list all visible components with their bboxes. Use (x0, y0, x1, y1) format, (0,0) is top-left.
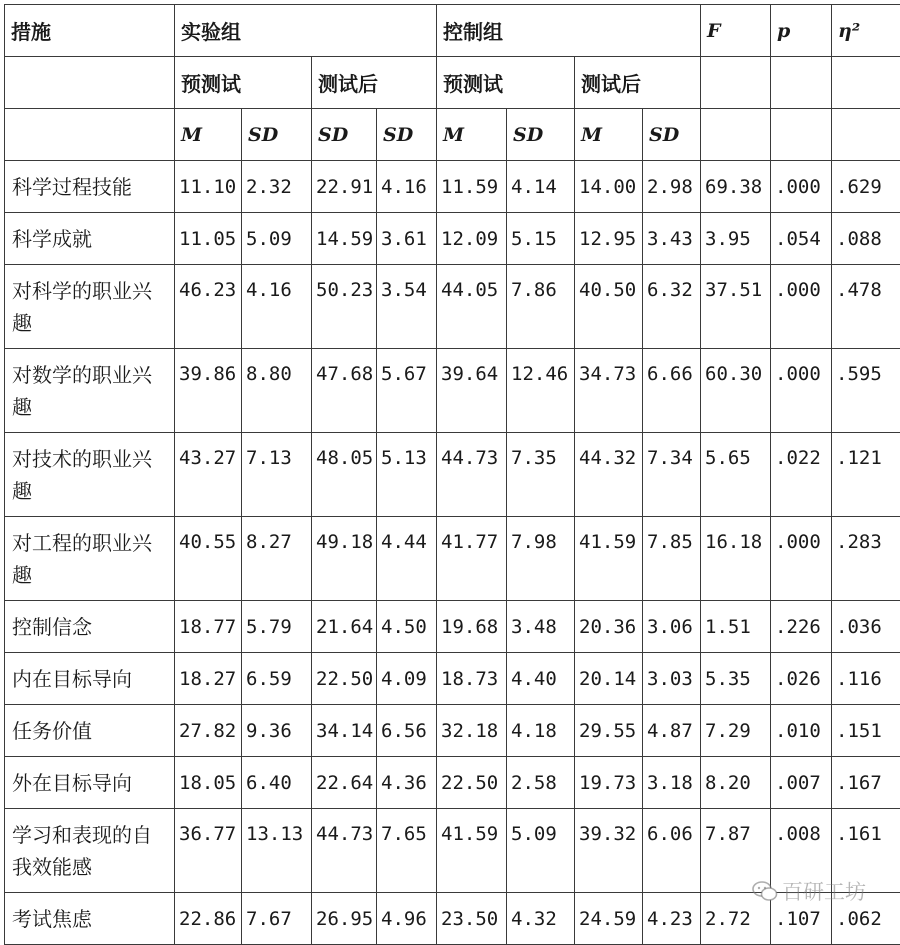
table-cell: 20.14 (575, 653, 643, 705)
table-cell: 41.77 (437, 517, 507, 601)
table-cell: 43.27 (175, 433, 242, 517)
table-cell: 44.32 (575, 433, 643, 517)
table-cell: 26.95 (312, 893, 377, 945)
table-cell: 14.59 (312, 213, 377, 265)
header-row-groups (5, 5, 900, 57)
table-cell: .054 (771, 213, 832, 265)
table-cell: 39.86 (175, 349, 242, 433)
table-cell: .022 (771, 433, 832, 517)
table-cell: 41.59 (575, 517, 643, 601)
table-cell: 8.80 (242, 349, 312, 433)
table-cell: 9.36 (242, 705, 312, 757)
table-cell: 20.36 (575, 601, 643, 653)
table-cell: 21.64 (312, 601, 377, 653)
table-cell: 3.54 (377, 265, 437, 349)
table-cell: 7.34 (643, 433, 701, 517)
header-empty (5, 109, 175, 161)
table-cell: 48.05 (312, 433, 377, 517)
table-row (5, 433, 900, 517)
header-sd: SD (312, 109, 377, 161)
table-cell: 3.18 (643, 757, 701, 809)
table-row (5, 601, 900, 653)
table-cell: 5.79 (242, 601, 312, 653)
header-eta: η² (832, 5, 900, 57)
table-cell: .062 (832, 893, 900, 945)
header-control-group: 控制组 (437, 5, 701, 57)
table-cell: 7.35 (507, 433, 575, 517)
table-cell: 18.05 (175, 757, 242, 809)
header-empty (5, 57, 175, 109)
table-cell: 1.51 (701, 601, 771, 653)
table-cell: .595 (832, 349, 900, 433)
table-cell: 3.61 (377, 213, 437, 265)
table-cell: 69.38 (701, 161, 771, 213)
table-cell: 5.35 (701, 653, 771, 705)
table-cell: 29.55 (575, 705, 643, 757)
table-cell: 5.67 (377, 349, 437, 433)
table-row (5, 517, 900, 601)
row-label: 内在目标导向 (5, 653, 175, 705)
table-cell: 22.50 (312, 653, 377, 705)
table-cell: 13.13 (242, 809, 312, 893)
header-p: p (771, 5, 832, 57)
table-cell: .151 (832, 705, 900, 757)
row-label: 对技术的职业兴趣 (5, 433, 175, 517)
watermark-text: 百研工坊 (782, 876, 866, 906)
table-cell: .226 (771, 601, 832, 653)
table-cell: 34.14 (312, 705, 377, 757)
table-cell: 22.86 (175, 893, 242, 945)
table-cell: 18.77 (175, 601, 242, 653)
table-cell: 4.36 (377, 757, 437, 809)
table-row (5, 265, 900, 349)
table-cell: 3.03 (643, 653, 701, 705)
table-cell: .000 (771, 517, 832, 601)
table-cell: 4.09 (377, 653, 437, 705)
table-cell: 46.23 (175, 265, 242, 349)
table-cell: .010 (771, 705, 832, 757)
table-cell: 7.85 (643, 517, 701, 601)
table-cell: 4.87 (643, 705, 701, 757)
table-cell: .107 (771, 893, 832, 945)
header-ctrl-posttest: 测试后 (575, 57, 701, 109)
table-cell: .478 (832, 265, 900, 349)
table-cell: 23.50 (437, 893, 507, 945)
table-row (5, 653, 900, 705)
table-cell: 34.73 (575, 349, 643, 433)
table-row (5, 349, 900, 433)
table-cell: 7.98 (507, 517, 575, 601)
table-row (5, 757, 900, 809)
table-body (5, 161, 900, 945)
row-label: 学习和表现的自我效能感 (5, 809, 175, 893)
table-cell: .000 (771, 265, 832, 349)
table-cell: 5.09 (242, 213, 312, 265)
table-cell: .629 (832, 161, 900, 213)
table-cell: 44.73 (437, 433, 507, 517)
header-empty (832, 109, 900, 161)
table-cell: .283 (832, 517, 900, 601)
table-cell: 22.91 (312, 161, 377, 213)
header-exp-pretest: 预测试 (175, 57, 312, 109)
table-cell: 8.27 (242, 517, 312, 601)
header-exp-posttest: 测试后 (312, 57, 437, 109)
table-cell: 39.64 (437, 349, 507, 433)
table-cell: 18.73 (437, 653, 507, 705)
table-cell: 7.65 (377, 809, 437, 893)
table-cell: 3.06 (643, 601, 701, 653)
table-cell: 44.05 (437, 265, 507, 349)
table-cell: 4.14 (507, 161, 575, 213)
table-cell: 40.50 (575, 265, 643, 349)
header-m: M (175, 109, 242, 161)
table-cell: 14.00 (575, 161, 643, 213)
table-cell: 4.96 (377, 893, 437, 945)
table-cell: 7.13 (242, 433, 312, 517)
table-cell: 5.13 (377, 433, 437, 517)
table-cell: 12.46 (507, 349, 575, 433)
table-cell: .161 (832, 809, 900, 893)
table-cell: 6.06 (643, 809, 701, 893)
table-cell: 2.98 (643, 161, 701, 213)
table-cell: 5.09 (507, 809, 575, 893)
table-cell: 32.18 (437, 705, 507, 757)
row-label: 对数学的职业兴趣 (5, 349, 175, 433)
header-row-stats (5, 109, 900, 161)
row-label: 外在目标导向 (5, 757, 175, 809)
table-cell: 22.64 (312, 757, 377, 809)
results-table (4, 4, 900, 945)
table-cell: .000 (771, 349, 832, 433)
header-empty (771, 109, 832, 161)
table-cell: 4.16 (377, 161, 437, 213)
table-cell: 27.82 (175, 705, 242, 757)
table-cell: 4.16 (242, 265, 312, 349)
table-cell: 3.95 (701, 213, 771, 265)
table-cell: .008 (771, 809, 832, 893)
table-cell: 36.77 (175, 809, 242, 893)
table-cell: .000 (771, 161, 832, 213)
table-cell: .116 (832, 653, 900, 705)
table-cell: 2.32 (242, 161, 312, 213)
table-cell: 6.66 (643, 349, 701, 433)
table-cell: 7.67 (242, 893, 312, 945)
table-cell: 22.50 (437, 757, 507, 809)
table-cell: 50.23 (312, 265, 377, 349)
wechat-icon (752, 880, 778, 902)
table-cell: 47.68 (312, 349, 377, 433)
header-empty (832, 57, 900, 109)
table-cell: 41.59 (437, 809, 507, 893)
table-cell: 2.58 (507, 757, 575, 809)
header-empty (701, 57, 771, 109)
header-empty (701, 109, 771, 161)
row-label: 对工程的职业兴趣 (5, 517, 175, 601)
header-sd: SD (507, 109, 575, 161)
row-label: 任务价值 (5, 705, 175, 757)
header-sd: SD (242, 109, 312, 161)
header-sd: SD (643, 109, 701, 161)
table-cell: 11.59 (437, 161, 507, 213)
table-cell: 60.30 (701, 349, 771, 433)
table-cell: .036 (832, 601, 900, 653)
table-cell: 5.65 (701, 433, 771, 517)
table-cell: 4.40 (507, 653, 575, 705)
table-cell: 4.44 (377, 517, 437, 601)
table-cell: 12.09 (437, 213, 507, 265)
header-row-phases (5, 57, 900, 109)
table-cell: 37.51 (701, 265, 771, 349)
table-cell: 2.72 (701, 893, 771, 945)
table-cell: 11.05 (175, 213, 242, 265)
watermark (752, 876, 866, 906)
table-cell: 6.32 (643, 265, 701, 349)
header-m: M (575, 109, 643, 161)
row-label: 科学成就 (5, 213, 175, 265)
table-cell: 4.23 (643, 893, 701, 945)
table-cell: .167 (832, 757, 900, 809)
header-f: F (701, 5, 771, 57)
table-cell: 6.59 (242, 653, 312, 705)
row-label: 考试焦虑 (5, 893, 175, 945)
table-cell: 8.20 (701, 757, 771, 809)
header-measure: 措施 (5, 5, 175, 57)
table-cell: 4.50 (377, 601, 437, 653)
table-cell: 4.32 (507, 893, 575, 945)
table-cell: 19.68 (437, 601, 507, 653)
header-ctrl-pretest: 预测试 (437, 57, 575, 109)
row-label: 控制信念 (5, 601, 175, 653)
row-label: 科学过程技能 (5, 161, 175, 213)
table-cell: 11.10 (175, 161, 242, 213)
table-cell: 44.73 (312, 809, 377, 893)
table-row (5, 213, 900, 265)
table-row (5, 705, 900, 757)
table-cell: 39.32 (575, 809, 643, 893)
table-cell: 7.86 (507, 265, 575, 349)
row-label: 对科学的职业兴趣 (5, 265, 175, 349)
table-cell: .026 (771, 653, 832, 705)
table-cell: 4.18 (507, 705, 575, 757)
header-empty (771, 57, 832, 109)
header-m: M (437, 109, 507, 161)
table-row (5, 161, 900, 213)
table-cell: 19.73 (575, 757, 643, 809)
table-cell: 24.59 (575, 893, 643, 945)
table-cell: .088 (832, 213, 900, 265)
table-cell: 49.18 (312, 517, 377, 601)
table-cell: 7.87 (701, 809, 771, 893)
table-cell: 7.29 (701, 705, 771, 757)
table-cell: 40.55 (175, 517, 242, 601)
header-sd: SD (377, 109, 437, 161)
table-cell: .007 (771, 757, 832, 809)
table-cell: 6.40 (242, 757, 312, 809)
table-cell: 6.56 (377, 705, 437, 757)
table-cell: 5.15 (507, 213, 575, 265)
table-cell: 3.48 (507, 601, 575, 653)
table-cell: .121 (832, 433, 900, 517)
table-cell: 16.18 (701, 517, 771, 601)
table-cell: 3.43 (643, 213, 701, 265)
table-cell: 12.95 (575, 213, 643, 265)
table-cell: 18.27 (175, 653, 242, 705)
header-experimental-group: 实验组 (175, 5, 437, 57)
